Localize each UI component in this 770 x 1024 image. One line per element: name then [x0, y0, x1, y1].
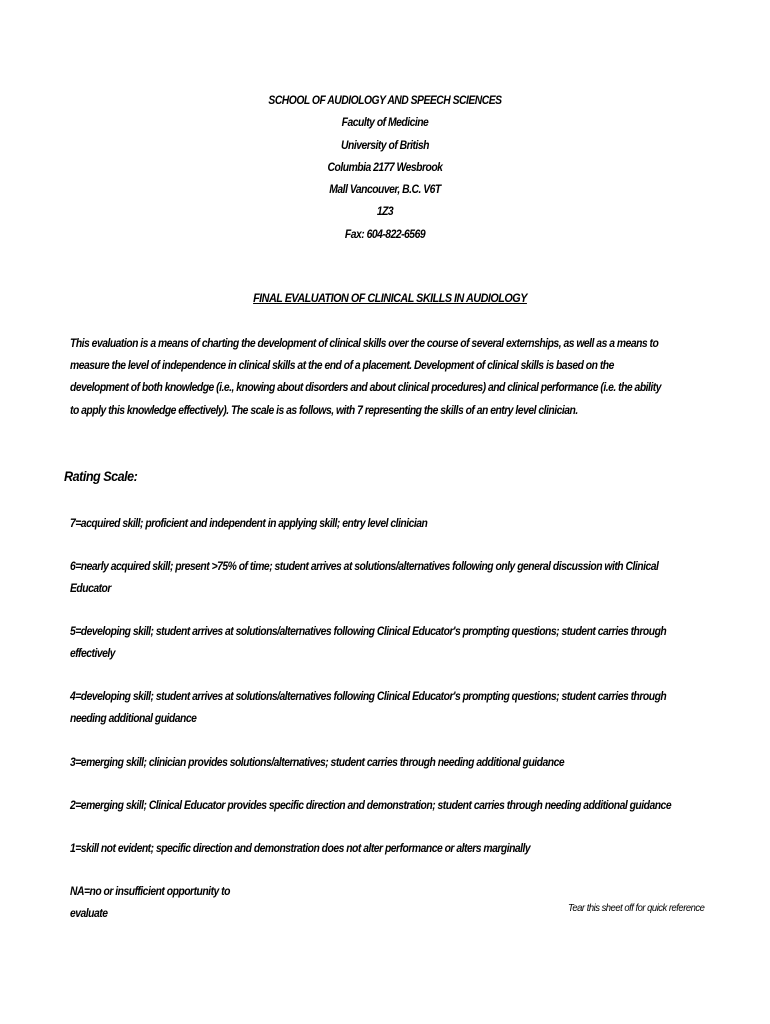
- university-line: University of British: [341, 140, 429, 152]
- intro-line: development of both knowledge (i.e., knowing about disorders and about clinical procedures) and clinical performance (i.e. the ability: [70, 382, 662, 394]
- rating-item-7: 7=acquired skill; proficient and independent in applying skill; entry level clinician: [70, 518, 428, 530]
- rating-item-5: 5=developing skill; student arrives at solutions/alternatives following Clinical Educator's prompting questions; student carries through: [70, 626, 667, 638]
- intro-line: This evaluation is a means of charting the development of clinical skills over the course of several externships, as well as a means to: [70, 338, 659, 350]
- rating-item-3: 3=emerging skill; clinician provides solutions/alternatives; student carries through needing additional guidance: [70, 757, 565, 769]
- rating-item-6-continued: Educator: [70, 583, 111, 595]
- rating-item-5-continued: effectively: [70, 648, 115, 660]
- rating-item-4: 4=developing skill; student arrives at solutions/alternatives following Clinical Educator's prompting questions; student carries through: [70, 691, 667, 703]
- rating-item-6: 6=nearly acquired skill; present >75% of time; student arrives at solutions/alternatives following only general discussion with Clinical: [70, 561, 659, 573]
- rating-item-4-continued: needing additional guidance: [70, 713, 197, 725]
- address-line-1: Columbia 2177 Wesbrook: [327, 162, 443, 174]
- rating-item-na: NA=no or insufficient opportunity to: [70, 886, 230, 898]
- rating-item-na-continued: evaluate: [70, 908, 108, 920]
- document-title: FINAL EVALUATION OF CLINICAL SKILLS IN AUDIOLOGY: [253, 291, 527, 305]
- intro-line: to apply this knowledge effectively). The scale is as follows, with 7 representing the skills of an entry level clinician.: [70, 405, 578, 417]
- postal-code: 1Z3: [376, 206, 394, 218]
- intro-line: measure the level of independence in clinical skills at the end of a placement. Development of clinical skills is based on the: [70, 360, 614, 372]
- faculty-name: Faculty of Medicine: [341, 117, 429, 129]
- fax-number: Fax: 604-822-6569: [344, 229, 426, 241]
- rating-item-2: 2=emerging skill; Clinical Educator provides specific direction and demonstration; student carries through needing additional guidance: [70, 800, 672, 812]
- rating-item-1: 1=skill not evident; specific direction and demonstration does not alter performance or alters marginally: [70, 843, 531, 855]
- address-line-2: Mall Vancouver, B.C. V6T: [329, 184, 441, 196]
- rating-scale-heading: Rating Scale:: [64, 468, 138, 484]
- school-name: SCHOOL OF AUDIOLOGY AND SPEECH SCIENCES: [268, 95, 502, 107]
- tear-off-note: Tear this sheet off for quick reference: [568, 902, 705, 914]
